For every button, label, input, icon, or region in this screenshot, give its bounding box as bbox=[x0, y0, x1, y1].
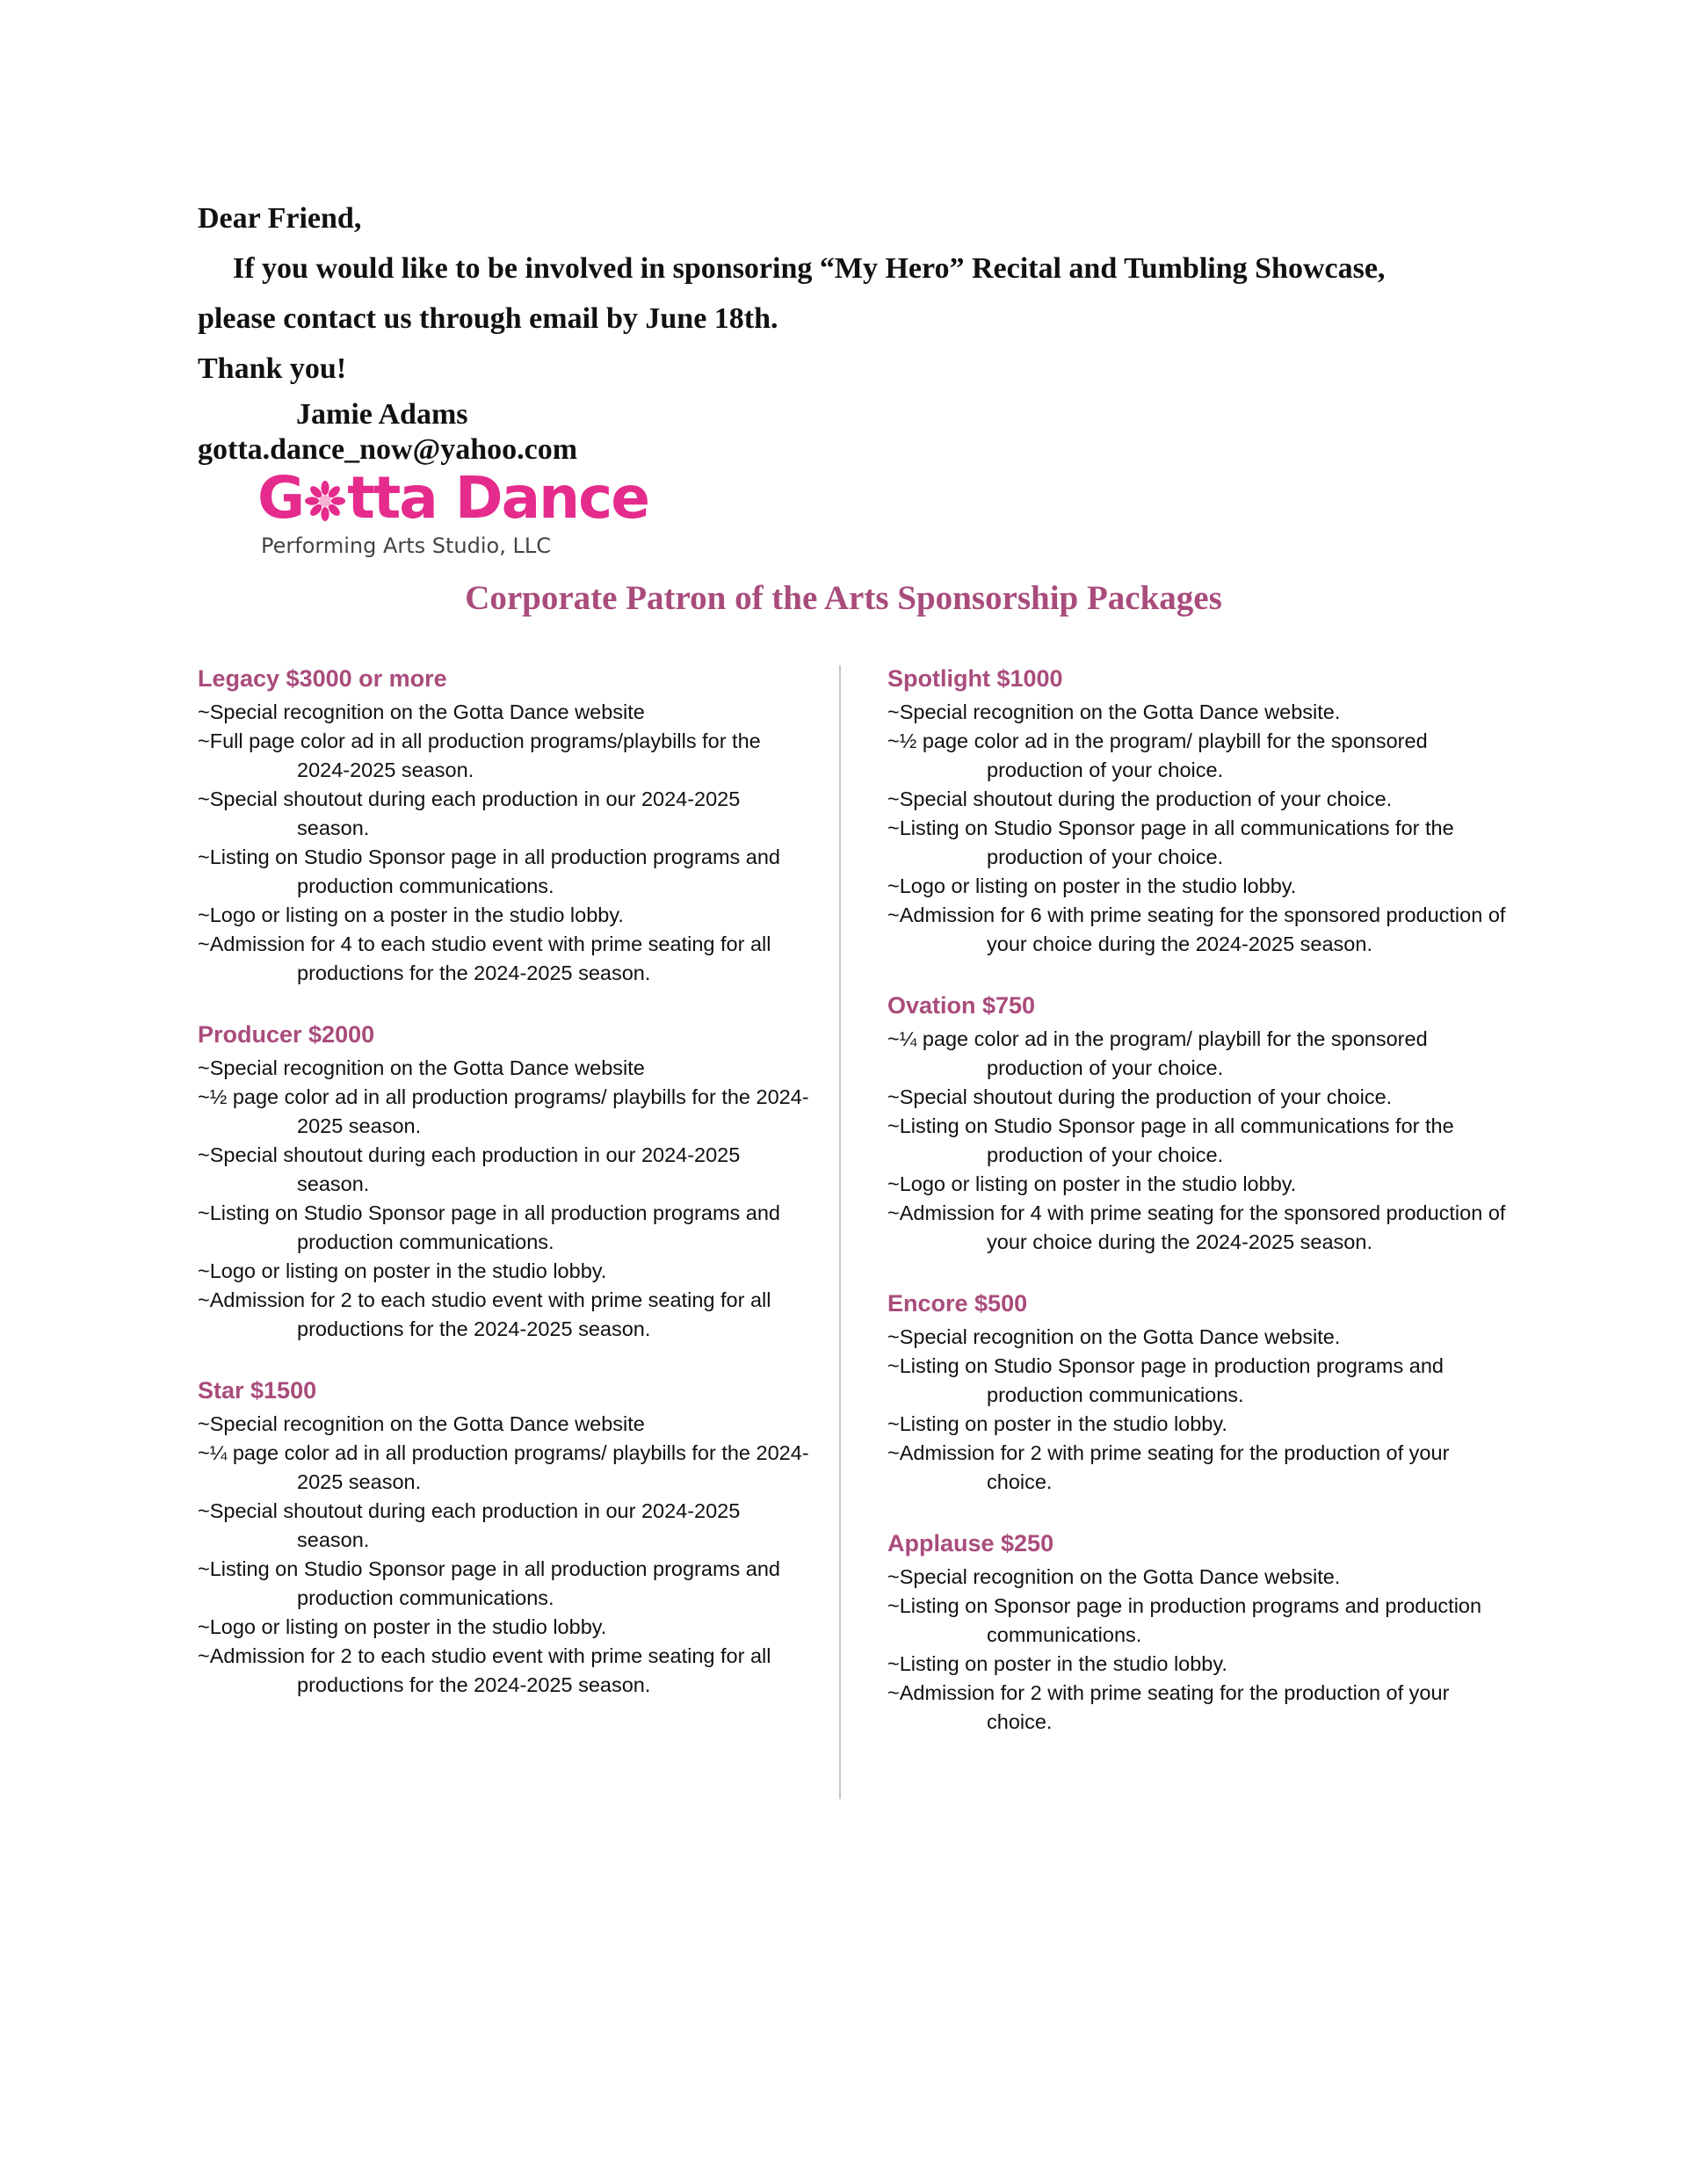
letter-line-2: please contact us through email by June 18th. bbox=[198, 302, 778, 335]
package-benefit: ~Special recognition on the Gotta Dance website. bbox=[887, 700, 1341, 723]
signature-email[interactable]: gotta.dance_now@yahoo.com bbox=[198, 433, 578, 466]
package-benefits bbox=[198, 1054, 813, 1344]
package-benefit: ~Listing on Sponsor page in production programs and production communications. bbox=[887, 1594, 1482, 1646]
package-benefit: ~Admission for 2 to each studio event with prime seating for all productions for the 2024-2025 season. bbox=[198, 1288, 771, 1340]
package-benefit: ~Logo or listing on poster in the studio lobby. bbox=[198, 1259, 607, 1282]
package-benefit: ~Full page color ad in all production programs/playbills for the 2024-2025 season. bbox=[198, 729, 761, 781]
package-benefit: ~Listing on poster in the studio lobby. bbox=[887, 1652, 1227, 1675]
package-benefit: ~¼ page color ad in the program/ playbill for the sponsored production of your choice. bbox=[887, 1027, 1428, 1079]
package-benefit: ~Special shoutout during the production of your choice. bbox=[887, 1085, 1393, 1108]
logo-word-part1: G bbox=[257, 464, 304, 532]
column-divider bbox=[839, 665, 841, 1799]
package-benefit: ~Listing on Studio Sponsor page in all communications for the production of your choice. bbox=[887, 1114, 1454, 1166]
package-benefit: ~Admission for 4 with prime seating for the sponsored production of your choice during the 2024-2025 season. bbox=[887, 1201, 1506, 1253]
package-heading: Star $1500 bbox=[198, 1377, 317, 1404]
package-benefit: ~Listing on Studio Sponsor page in all production programs and production communications. bbox=[198, 1557, 781, 1609]
package-section bbox=[198, 661, 813, 988]
package-heading: Ovation $750 bbox=[887, 992, 1036, 1019]
package-benefit: ~½ page color ad in the program/ playbill for the sponsored production of your choice. bbox=[887, 729, 1428, 781]
package-benefit: ~Admission for 4 to each studio event with prime seating for all productions for the 2024-2025 season. bbox=[198, 932, 771, 984]
package-benefit: ~Admission for 2 with prime seating for the production of your choice. bbox=[887, 1681, 1450, 1733]
package-benefit: ~Special recognition on the Gotta Dance website. bbox=[887, 1565, 1341, 1588]
package-benefits bbox=[198, 698, 813, 988]
page-title: Corporate Patron of the Arts Sponsorship Packages bbox=[465, 579, 1222, 617]
logo bbox=[257, 463, 648, 564]
package-benefit: ~Special shoutout during each production in our 2024-2025 season. bbox=[198, 1499, 741, 1551]
package-benefits bbox=[887, 1025, 1520, 1257]
logo-wordmark bbox=[257, 463, 648, 533]
package-heading: Legacy $3000 or more bbox=[198, 665, 447, 692]
letter-line-1: If you would like to be involved in sponsoring “My Hero” Recital and Tumbling Showcase, bbox=[233, 252, 1386, 285]
package-section bbox=[198, 1017, 813, 1344]
package-benefits bbox=[887, 698, 1520, 959]
package-benefits bbox=[198, 1410, 813, 1700]
package-benefit: ~Special shoutout during each production in our 2024-2025 season. bbox=[198, 787, 741, 839]
package-benefit: ~Listing on Studio Sponsor page in all communications for the production of your choice. bbox=[887, 816, 1454, 868]
package-benefit: ~Admission for 2 with prime seating for the production of your choice. bbox=[887, 1441, 1450, 1493]
package-section bbox=[198, 1373, 813, 1700]
package-benefit: ~Admission for 6 with prime seating for the sponsored production of your choice during the 2024-2025 season. bbox=[887, 903, 1506, 955]
package-benefit: ~Logo or listing on poster in the studio lobby. bbox=[887, 874, 1297, 897]
package-benefit: ~¼ page color ad in all production programs/ playbills for the 2024-2025 season. bbox=[198, 1441, 809, 1493]
package-heading: Producer $2000 bbox=[198, 1021, 375, 1048]
packages-right-column bbox=[887, 661, 1520, 1766]
letter bbox=[198, 193, 1568, 468]
package-benefit: ~Listing on poster in the studio lobby. bbox=[887, 1412, 1227, 1435]
package-benefit: ~Special recognition on the Gotta Dance website bbox=[198, 1056, 645, 1079]
package-benefit: ~Special shoutout during each production in our 2024-2025 season. bbox=[198, 1143, 741, 1195]
package-benefits bbox=[887, 1323, 1520, 1497]
package-heading: Spotlight $1000 bbox=[887, 665, 1063, 692]
logo-subtitle: Performing Arts Studio, LLC bbox=[261, 533, 551, 558]
package-benefit: ~Special shoutout during the production of your choice. bbox=[887, 787, 1393, 810]
package-benefit: ~Special recognition on the Gotta Dance website bbox=[198, 1412, 645, 1435]
package-benefit: ~Special recognition on the Gotta Dance website. bbox=[887, 1325, 1341, 1348]
greeting: Dear Friend, bbox=[198, 202, 362, 235]
package-benefit: ~Logo or listing on a poster in the studio lobby. bbox=[198, 903, 624, 926]
signature-name: Jamie Adams bbox=[296, 398, 468, 431]
package-benefit: ~Logo or listing on poster in the studio lobby. bbox=[198, 1615, 607, 1638]
package-heading: Applause $250 bbox=[887, 1530, 1054, 1556]
package-section bbox=[887, 988, 1520, 1257]
flower-icon bbox=[305, 481, 345, 521]
logo-word-part2: tta Dance bbox=[347, 464, 648, 532]
package-benefit: ~Special recognition on the Gotta Dance website bbox=[198, 700, 645, 723]
package-section bbox=[887, 1286, 1520, 1497]
package-benefits bbox=[887, 1563, 1520, 1737]
package-benefit: ~Logo or listing on poster in the studio lobby. bbox=[887, 1172, 1297, 1195]
packages-left-column bbox=[198, 661, 813, 1729]
package-benefit: ~Admission for 2 to each studio event with prime seating for all productions for the 2024-2025 season. bbox=[198, 1644, 771, 1696]
package-benefit: ~Listing on Studio Sponsor page in all production programs and production communications. bbox=[198, 845, 781, 897]
package-heading: Encore $500 bbox=[887, 1290, 1028, 1317]
package-benefit: ~Listing on Studio Sponsor page in all production programs and production communications. bbox=[198, 1201, 781, 1253]
thanks: Thank you! bbox=[198, 352, 347, 385]
package-section bbox=[887, 661, 1520, 959]
package-benefit: ~Listing on Studio Sponsor page in production programs and production communications. bbox=[887, 1354, 1444, 1406]
package-benefit: ~½ page color ad in all production programs/ playbills for the 2024-2025 season. bbox=[198, 1085, 809, 1137]
package-section bbox=[887, 1526, 1520, 1737]
